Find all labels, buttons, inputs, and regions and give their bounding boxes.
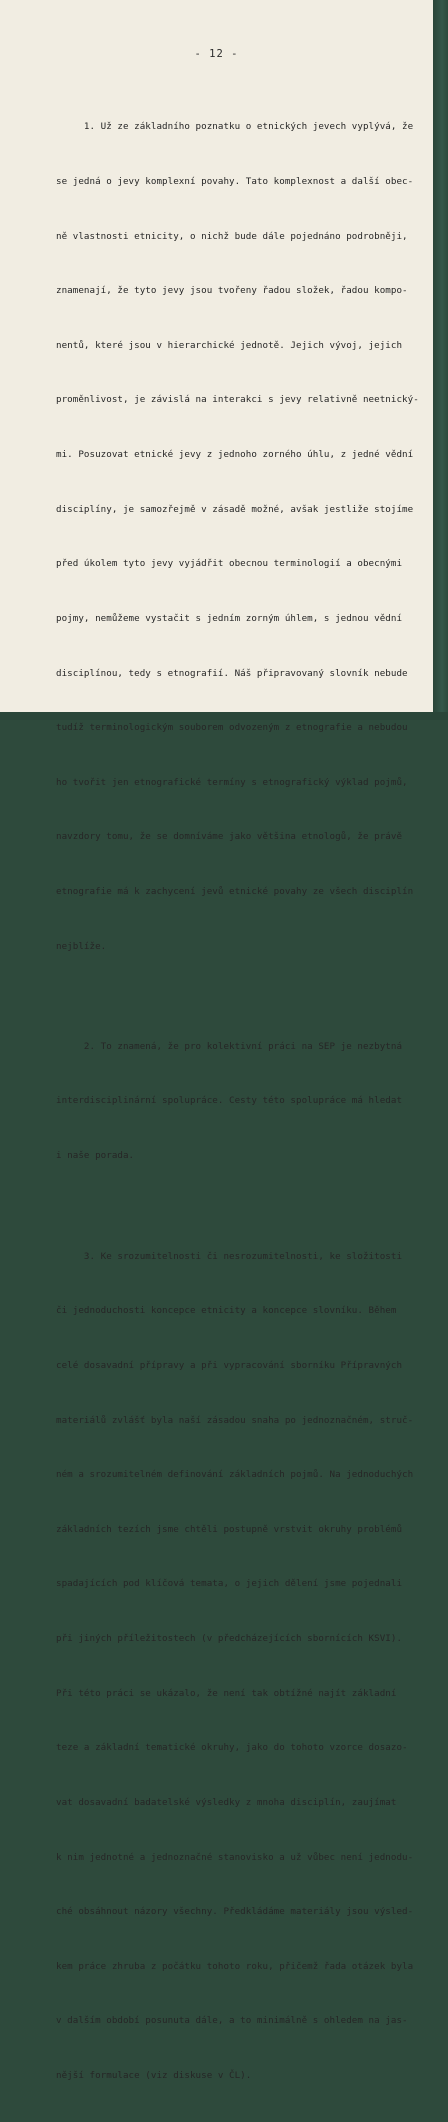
text-line: etnografie má k zachycení jevů etnické povahy ze všech disciplín (56, 885, 414, 897)
text-line: 3. Ke srozumitelnosti či nesrozumitelnosti, ke složitosti (56, 1250, 403, 1262)
paragraph-3 (56, 1211, 414, 2121)
text-line: proměnlivost, je závislá na interakci s jevy relativně neetnický- (56, 394, 419, 406)
paragraph-1 (56, 82, 419, 992)
text-line: ho tvořit jen etnografické termíny s etnografický výklad pojmů, (56, 776, 408, 788)
text-line: nentů, které jsou v hierarchické jednotě. Jejich vývoj, jejich (56, 339, 403, 351)
text-line: či jednoduchosti koncepce etnicity a koncepce slovníku. Během (56, 1305, 397, 1317)
page-number: - 12 - (194, 48, 239, 60)
text-line: 2. To znamená, že pro kolektivní práci na SEP je nezbytná (56, 1040, 403, 1052)
binder-edge (433, 0, 448, 720)
text-line: k nim jednotné a jednoznačné stanovisko a už vůbec není jednodu- (56, 1851, 414, 1863)
text-line: Při této práci se ukázalo, že není tak obtížné najít základní (56, 1687, 397, 1699)
text-line: celé dosavadní přípravy a při vypracování sborníku Přípravných (56, 1360, 403, 1372)
text-line: před úkolem tyto jevy vyjádřit obecnou terminologií a obecnými (56, 558, 403, 570)
text-line: pojmy, nemůžeme vystačit s jedním zorným úhlem, s jednou vědní (56, 612, 403, 624)
paragraph-2 (56, 1001, 414, 1201)
text-line: se jedná o jevy komplexní povahy. Tato komplexnost a další obec- (56, 176, 414, 188)
text-line: vat dosavadní badatelské výsledky z mnoha disciplín, zaujímat (56, 1796, 397, 1808)
text-line: spadajících pod klíčová temata, o jejich dělení jsme pojednali (56, 1578, 403, 1590)
text-line: disciplínou, tedy s etnografií. Náš připravovaný slovník nebude (56, 667, 408, 679)
text-line: tudíž terminologickým souborem odvozeným z etnografie a nebudou (56, 722, 408, 734)
text-line: interdisciplinární spolupráce. Cesty této spolupráce má hledat (56, 1095, 403, 1107)
text-line: ném a srozumitelném definování základních pojmů. Na jednoduchých (56, 1469, 414, 1481)
text-line: ché obsáhnout názory všechny. Předkládáme materiály jsou výsled- (56, 1906, 414, 1918)
text-line: 1. Už ze základního poznatku o etnických jevech vyplývá, že (56, 121, 414, 133)
text-line: nejblíže. (56, 940, 107, 952)
text-line: při jiných příležitostech (v předcházejících sbornících KSVI). (56, 1633, 403, 1645)
text-line: základních tezích jsme chtěli postupně vrstvit okruhy problémů (56, 1523, 403, 1535)
text-line: navzdory tomu, že se domníváme jako většina etnologů, že právě (56, 831, 403, 843)
page-body (56, 82, 419, 2122)
text-line: v dalším období posunuta dále, a to minimálně s ohledem na jas- (56, 2015, 408, 2027)
text-line: materiálů zvlášť byla naší zásadou snaha po jednoznačném, struč- (56, 1414, 414, 1426)
text-line: ně vlastnosti etnicity, o nichž bude dále pojednáno podrobněji, (56, 230, 408, 242)
text-line: nější formulace (viz diskuse v ČL). (56, 2069, 252, 2081)
text-line: mi. Posuzovat etnické jevy z jednoho zorného úhlu, z jedné vědní (56, 449, 414, 461)
text-line: teze a základní tematické okruhy, jako do tohoto vzorce dosazo- (56, 1742, 408, 1754)
text-line: i naše porada. (56, 1149, 135, 1161)
text-line: znamenají, že tyto jevy jsou tvořeny řadou složek, řadou kompo- (56, 285, 408, 297)
background-strip (0, 712, 448, 720)
text-line: kem práce zhruba z počátku tohoto roku, přičemž řada otázek byla (56, 1960, 414, 1972)
text-line: disciplíny, je samozřejmě v zásadě možné, avšak jestliže stojíme (56, 503, 414, 515)
